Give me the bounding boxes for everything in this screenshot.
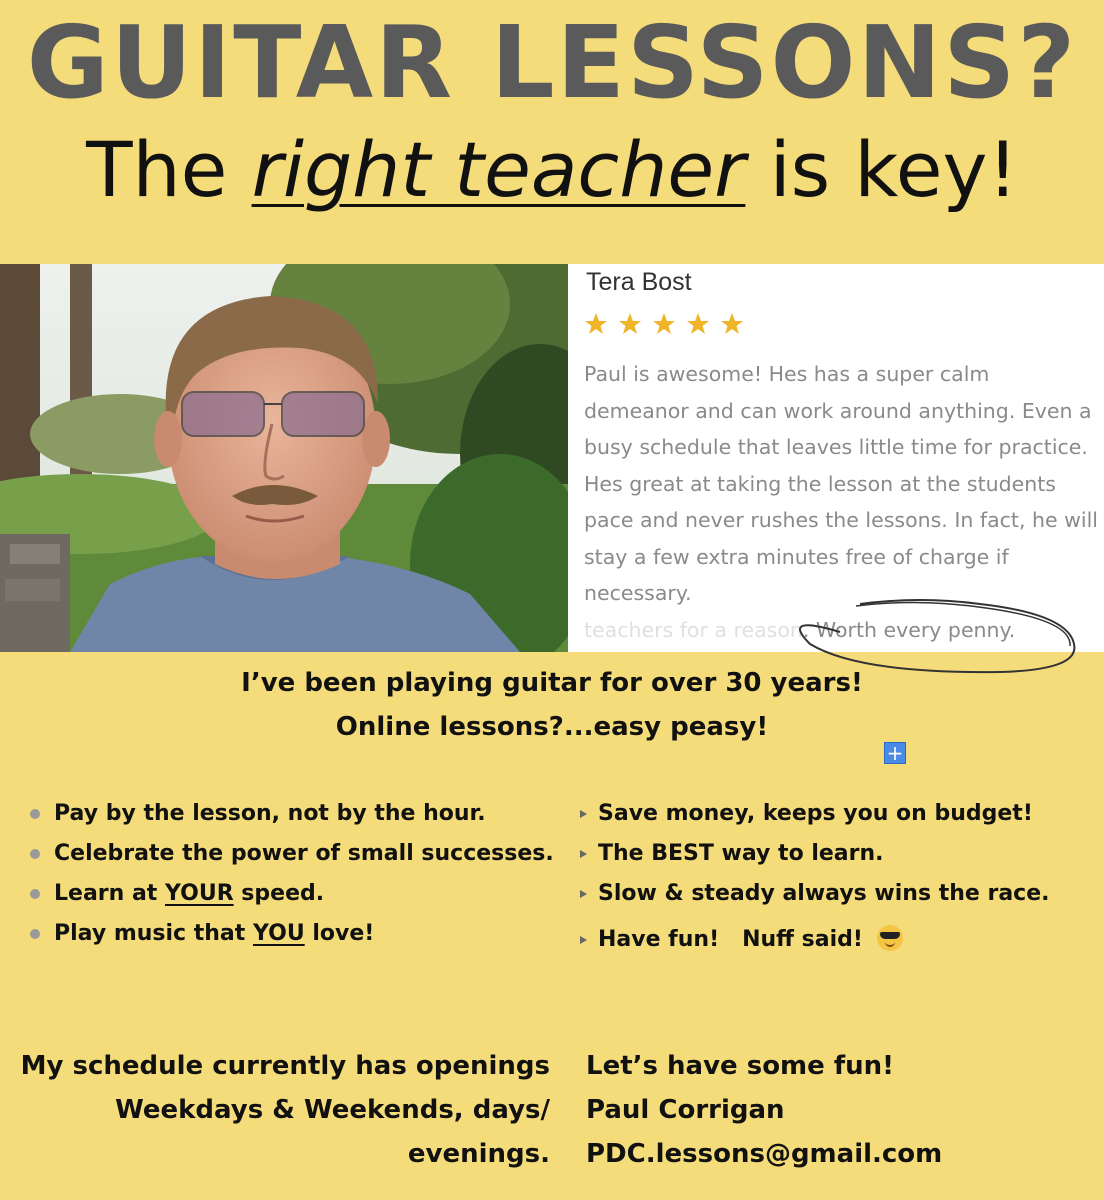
list-item xyxy=(30,914,554,954)
triangle-bullet-icon xyxy=(580,890,587,898)
list-item-text: Celebrate the power of small successes. xyxy=(54,841,554,866)
review-line: stay a few extra minutes free of charge if xyxy=(584,544,1009,569)
review-line: Hes great at taking the lesson at the students xyxy=(584,471,1056,496)
subheadline-emphasis: right teacher xyxy=(251,125,746,214)
review-line: demeanor and can work around anything. Even a xyxy=(584,398,1092,423)
subheadline-post: is key! xyxy=(745,125,1018,214)
schedule-block xyxy=(21,1044,550,1176)
review-line: necessary. xyxy=(584,581,692,605)
reviewer-name: Tera Bost xyxy=(586,268,692,296)
list-item xyxy=(30,834,554,874)
list-item-text: Save money, keeps you on budget! xyxy=(598,801,1033,826)
triangle-bullet-icon xyxy=(580,850,587,858)
star-icon xyxy=(618,312,642,340)
list-item xyxy=(578,834,1049,874)
schedule-line: My schedule currently has openings xyxy=(20,1051,550,1081)
review-line: pace and never rushes the lessons. In fact, he will xyxy=(584,508,1098,532)
list-item-text: Pay by the lesson, not by the hour. xyxy=(54,801,486,826)
add-button[interactable]: + xyxy=(884,742,906,764)
sunglasses-smiley-icon xyxy=(877,925,903,951)
list-item xyxy=(30,794,554,834)
star-icon xyxy=(720,312,744,340)
bullet-icon xyxy=(30,809,40,819)
bullet-icon xyxy=(30,929,40,939)
list-item-text-pre: Play music that xyxy=(54,921,253,946)
rating-stars xyxy=(584,312,749,340)
subheadline xyxy=(0,120,1104,220)
review-highlight-text: . Worth every penny. xyxy=(802,617,1016,642)
list-item-text-post: love! xyxy=(304,921,375,946)
triangle-bullet-icon xyxy=(580,810,587,818)
teacher-photo xyxy=(0,264,568,652)
review-line: Paul is awesome! Hes has a super calm xyxy=(584,362,990,386)
headline: GUITAR LESSONS? xyxy=(26,4,1078,121)
list-item-text-pre: Learn at xyxy=(54,881,165,906)
subheadline-pre: The xyxy=(86,125,252,214)
star-icon xyxy=(652,312,676,340)
list-item-text: The BEST way to learn. xyxy=(598,841,884,866)
review-faded-text: teachers for a reason xyxy=(584,617,803,642)
list-item-text: Have fun! Nuff said! xyxy=(598,927,863,952)
contact-email[interactable]: PDC.lessons@gmail.com xyxy=(586,1139,943,1169)
bullet-icon xyxy=(30,889,40,899)
list-item xyxy=(30,874,554,914)
star-icon xyxy=(686,312,710,340)
schedule-line: Weekdays & Weekends, days/ xyxy=(115,1095,550,1125)
star-icon xyxy=(584,312,608,340)
schedule-line: evenings. xyxy=(407,1139,550,1169)
list-item-text-underlined: YOUR xyxy=(164,881,234,906)
list-item-text-post: speed. xyxy=(233,881,325,906)
contact-block xyxy=(586,1044,942,1176)
list-item-text: Slow & steady always wins the race. xyxy=(598,881,1050,906)
bullet-icon xyxy=(30,849,40,859)
list-item xyxy=(578,920,1049,960)
triangle-bullet-icon xyxy=(580,936,587,944)
list-item xyxy=(578,794,1049,834)
benefits-list-right xyxy=(578,794,1049,960)
experience-line: I’ve been playing guitar for over 30 years! xyxy=(241,668,863,698)
contact-tagline: Let’s have some fun! xyxy=(586,1051,895,1081)
online-line: Online lessons?...easy peasy! xyxy=(335,712,769,742)
benefits-list-left xyxy=(30,794,554,954)
list-item-text-underlined: YOU xyxy=(252,921,305,946)
contact-name: Paul Corrigan xyxy=(586,1095,785,1125)
review-line: busy schedule that leaves little time for practice. xyxy=(584,435,1088,459)
list-item xyxy=(578,874,1049,914)
